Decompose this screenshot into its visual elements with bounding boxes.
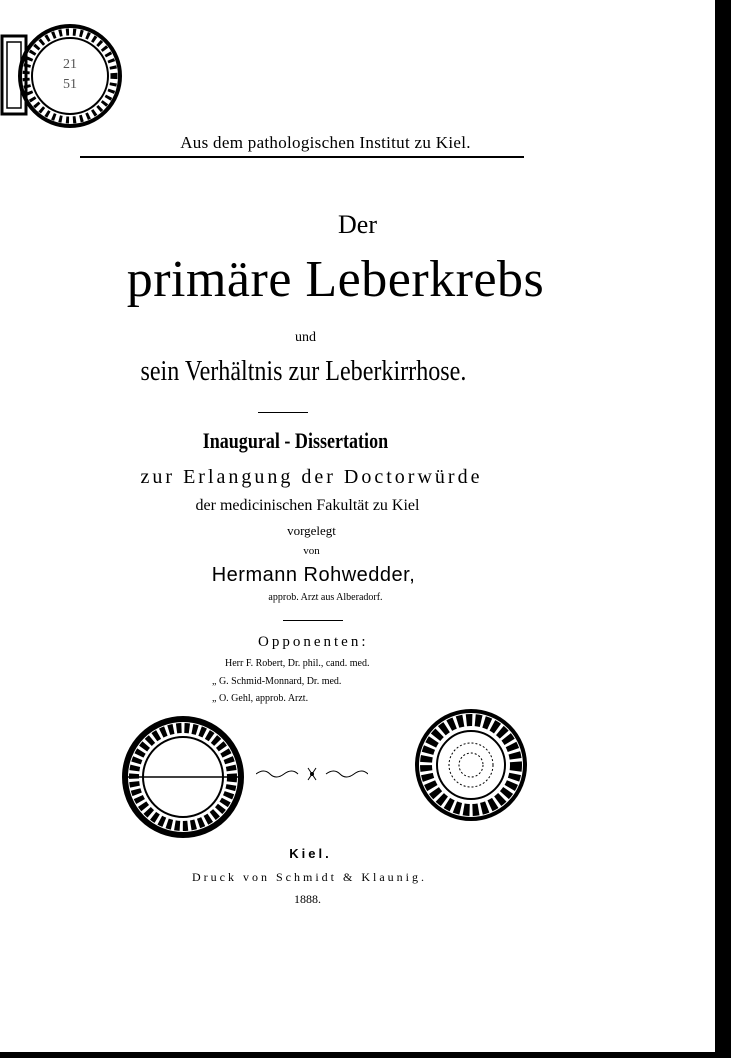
stamp-left xyxy=(118,712,248,842)
title-der: Der xyxy=(338,210,377,239)
main-title: primäre Leberkrebs xyxy=(126,251,545,308)
von-line: von xyxy=(303,545,320,557)
author-name: Hermann Rohwedder, xyxy=(211,564,416,586)
opponents-heading: Opponenten: xyxy=(258,634,369,650)
svg-text:21: 21 xyxy=(63,57,77,72)
subtitle: sein Verhältnis zur Leberkirrhose. xyxy=(140,356,467,387)
imprint-year: 1888. xyxy=(294,892,321,906)
faculty-line: der medicinischen Fakultät zu Kiel xyxy=(195,497,420,514)
vorgelegt-line: vorgelegt xyxy=(287,523,336,538)
doctor-line: zur Erlangung der Doctorwürde xyxy=(140,466,483,488)
institute-header: Aus dem pathologischen Institut zu Kiel. xyxy=(180,133,471,152)
stamp-right xyxy=(412,706,530,824)
title-divider xyxy=(258,412,308,413)
dissertation-heading: Inaugural - Dissertation xyxy=(202,428,389,453)
imprint-printer: Druck von Schmidt & Klaunig. xyxy=(192,870,427,884)
svg-text:51: 51 xyxy=(63,77,77,92)
scan-border-right xyxy=(715,0,731,1058)
opponent-2: „ G. Schmid-Monnard, Dr. med. xyxy=(212,676,342,687)
ornament xyxy=(256,764,368,784)
opponent-3: „ O. Gehl, approb. Arzt. xyxy=(212,693,309,704)
library-stamp-top-left xyxy=(0,22,130,130)
title-und: und xyxy=(295,330,316,345)
author-divider xyxy=(283,620,343,621)
scan-border-bottom xyxy=(0,1052,731,1058)
imprint-city: Kiel. xyxy=(289,846,332,861)
author-subtitle: approb. Arzt aus Alberadorf. xyxy=(268,592,383,603)
opponent-1: Herr F. Robert, Dr. phil., cand. med. xyxy=(225,658,370,669)
header-rule xyxy=(80,156,524,158)
